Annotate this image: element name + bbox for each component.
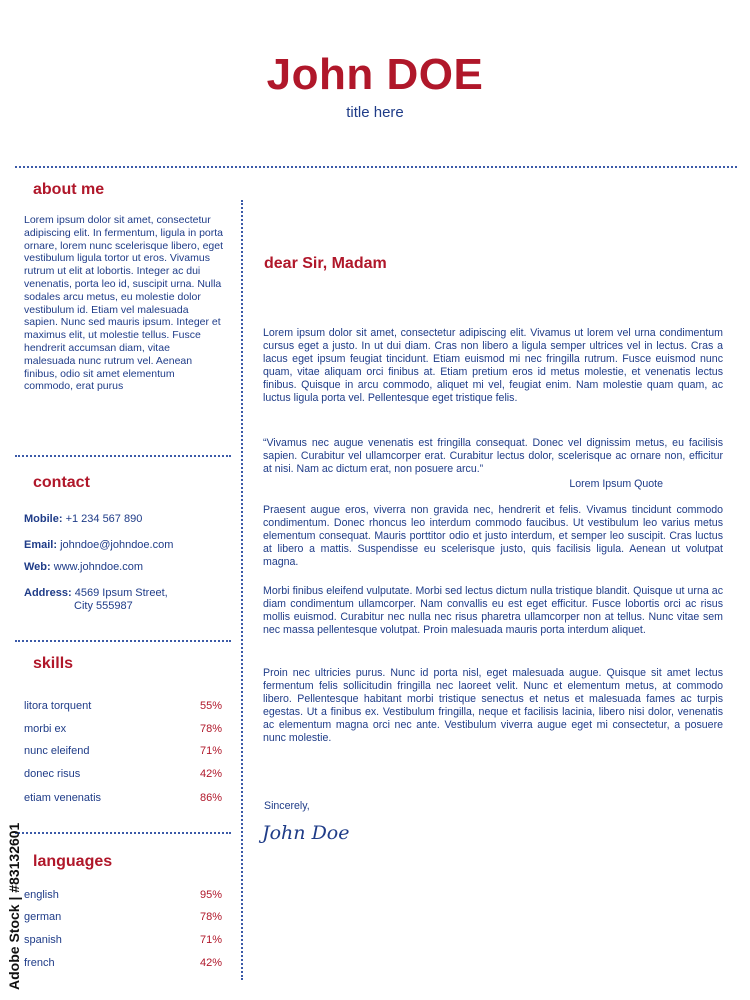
header-divider <box>15 166 737 168</box>
skill-percent: 78% <box>199 723 222 735</box>
letter-paragraph-4: Proin nec ultricies purus. Nunc id porta nisl, eget malesuada augue. Quisque sit amet lectus fermentum felis sollicitudin fringilla nec laoreet velit. Nunc et elementum metus, at commodo libero. Pellentesque habitant morbi tristique senectus et netus et malesuada fames ac turpis egestas. Ut a finibus ex. Vestibulum fringilla, neque et facilisis lacinia, libero nisi dolor, venenatis ac elementum magna orci nec ante. Vestibulum viverra augue eget mi consectetur, a posuere nunc molestie. <box>263 667 723 744</box>
skill-row <box>24 768 222 780</box>
language-label: spanish <box>24 934 62 946</box>
skill-label: morbi ex <box>24 723 67 735</box>
mobile-value: +1 234 567 890 <box>65 513 143 525</box>
address-label: Address: <box>24 587 72 599</box>
quote-author: Lorem Ipsum Quote <box>569 478 663 490</box>
skill-percent: 42% <box>199 768 222 780</box>
language-percent: 95% <box>199 889 222 901</box>
skill-label: nunc eleifend <box>24 745 90 757</box>
skill-percent: 71% <box>199 745 222 757</box>
skills-divider <box>15 832 231 834</box>
about-heading: about me <box>33 181 105 198</box>
contact-mobile <box>24 513 142 526</box>
skills-heading: skills <box>33 655 74 672</box>
skill-label: etiam venenatis <box>24 792 102 804</box>
contact-email <box>24 539 173 552</box>
about-divider <box>15 455 231 457</box>
language-row <box>24 934 222 946</box>
language-label: french <box>24 957 55 969</box>
letter-greeting: dear Sir, Madam <box>264 255 387 272</box>
skill-label: donec risus <box>24 768 81 780</box>
language-row <box>24 889 222 901</box>
language-percent: 78% <box>199 911 222 923</box>
column-divider <box>241 200 243 980</box>
signature: John Doe <box>262 822 350 844</box>
language-label: german <box>24 911 62 923</box>
stock-watermark: Adobe Stock | #83132601 <box>6 822 22 990</box>
language-percent: 71% <box>199 934 222 946</box>
letter-quote: “Vivamus nec augue venenatis est fringilla consequat. Donec vel dignissim metus, eu facilisis sapien. Curabitur vel ullamcorper erat. Curabitur lectus dolor, scelerisque ac ornare non, efficitur at nisi. Nam ac dictum erat, non posuere arcu.” <box>263 437 723 475</box>
email-value: johndoe@johndoe.com <box>60 539 174 551</box>
email-label: Email: <box>24 539 58 551</box>
contact-heading: contact <box>33 474 90 491</box>
address-line1: 4569 Ipsum Street, <box>74 587 168 599</box>
contact-divider <box>15 640 231 642</box>
skill-percent: 86% <box>199 792 222 804</box>
web-label: Web: <box>24 561 51 573</box>
language-row <box>24 911 222 923</box>
language-row <box>24 957 222 969</box>
resume-title: title here <box>346 104 404 121</box>
language-label: english <box>24 889 59 901</box>
skill-row <box>24 723 222 735</box>
letter-paragraph-2: Praesent augue eros, viverra non gravida nec, hendrerit et felis. Vivamus tincidunt commodo condimentum. Donec rhoncus leo interdum commodo faucibus. Ut vestibulum leo varius metus elementum consequat. Mauris porttitor odio et justo interdum, et semper leo suscipit. Cras luctus at libero a mattis. Suspendisse eu scelerisque justo, quis facilisis ligula. Aenean ut volutpat magna. <box>263 504 723 568</box>
about-text: Lorem ipsum dolor sit amet, consectetur adipiscing elit. In fermentum, ligula in porta ornare, lorem nunc scelerisque libero, eget vestibulum ligula tortor ut eros. Vivamus rutrum ut elit at lobortis. Integer ac dui venenatis, porta leo id, suscipit urna. Nulla sodales arcu metus, eu molestie dolor vestibulum id. Etiam vel malesuada sapien. Nunc sed mauris ipsum. Integer et maximus elit, ut molestie tellus. Fusce hendrerit accumsan diam, vitae malesuada nunc rutrum vel. Aenean finibus, odio sit amet elementum commodo, erat purus <box>24 214 224 393</box>
skill-label: litora torquent <box>24 700 92 712</box>
contact-address <box>24 587 168 613</box>
letter-paragraph-1: Lorem ipsum dolor sit amet, consectetur adipiscing elit. Vivamus ut lorem vel urna condimentum cursus eget a justo. In ut dui diam. Cras non libero a ligula semper ultrices vel in lectus. Cras a lacus eget ipsum feugiat tincidunt. Etiam euismod mi nec fringilla rutrum. Fusce euismod nunc quam, vitae aliquam orci finibus at. Etiam pretium eros id metus molestie, et venenatis lectus finibus. Quisque in arcu commodo, aliquet mi vel, feugiat enim. Nam molestie quam quam, ac luctus ligula porta vel. Pellentesque eget tristique felis. <box>263 327 723 404</box>
skill-row <box>24 792 222 804</box>
skill-row <box>24 700 222 712</box>
letter-paragraph-3: Morbi finibus eleifend vulputate. Morbi sed lectus dictum nulla tristique blandit. Quisque ut urna ac diam condimentum ullamcorper. Nam convallis eu est eget efficitur. Fusce lobortis orci ac risus mollis euismod. Curabitur nec nulla nec risus pharetra ullamcorper non at tellus. Nunc vitae sem nec massa pellentesque volutpat. Proin malesuada mauris porta interdum aliquet. <box>263 585 723 636</box>
skill-percent: 55% <box>199 700 222 712</box>
address-line2: City 555987 <box>74 600 133 612</box>
letter-closing: Sincerely, <box>264 800 310 812</box>
languages-heading: languages <box>33 853 113 870</box>
language-percent: 42% <box>199 957 222 969</box>
mobile-label: Mobile: <box>24 513 63 525</box>
web-value: www.johndoe.com <box>53 561 144 573</box>
contact-web <box>24 561 143 574</box>
skill-row <box>24 745 222 757</box>
resume-name: John DOE <box>266 50 484 99</box>
